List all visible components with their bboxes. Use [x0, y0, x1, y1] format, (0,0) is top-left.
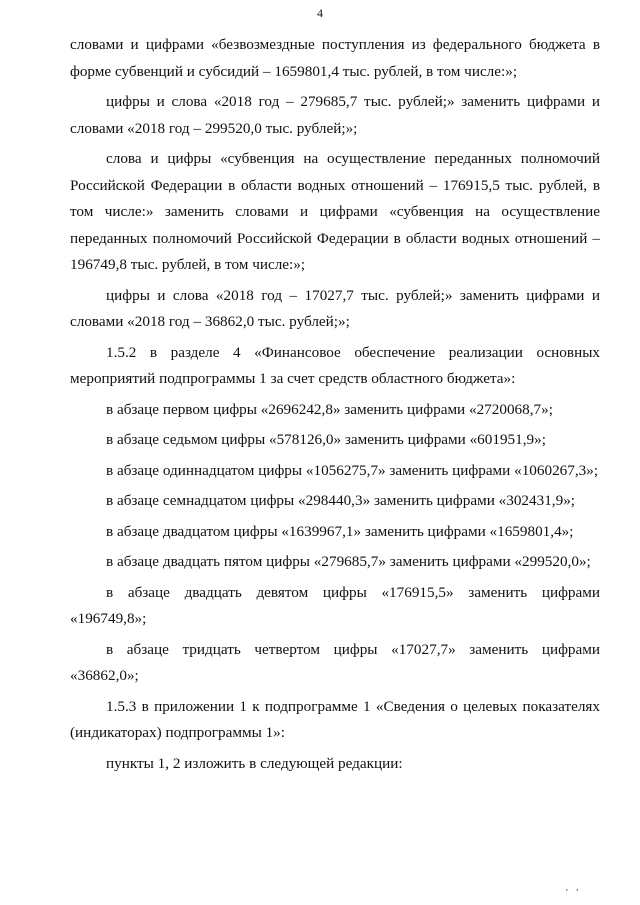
paragraph-7: в абзаце седьмом цифры «578126,0» заменить цифрами «601951,9»;: [106, 431, 546, 448]
paragraph-13: в абзаце тридцать четвертом цифры «17027,7» заменить цифрами «36862,0»;: [70, 640, 600, 684]
paragraph-6: в абзаце первом цифры «2696242,8» заменить цифрами «2720068,7»;: [106, 400, 553, 418]
paragraph-5: 1.5.2 в разделе 4 «Финансовое обеспечение реализации основных мероприятий подпрограммы 1 за счет средств областного бюджета»:: [70, 343, 600, 387]
paragraph-10: в абзаце двадцатом цифры «1639967,1» заменить цифрами «1659801,4»;: [106, 522, 574, 540]
paragraph-14: 1.5.3 в приложении 1 к подпрограмме 1 «Сведения о целевых показателях (индикаторах) подпрограммы 1»:: [70, 697, 600, 741]
paragraph-12: в абзаце двадцать девятом цифры «176915,5» заменить цифрами «196749,8»;: [70, 583, 600, 627]
document-body: [70, 32, 600, 777]
page-number: 4: [317, 6, 323, 20]
paragraph-9: в абзаце семнадцатом цифры «298440,3» заменить цифрами «302431,9»;: [106, 492, 576, 509]
paragraph-11: в абзаце двадцать пятом цифры «279685,7» заменить цифрами «299520,0»;: [106, 553, 591, 570]
paragraph-1: словами и цифрами «безвозмездные поступления из федерального бюджета в форме субвенций и субсидий – 1659801,4 тыс. рублей, в том числе:»;: [70, 36, 600, 80]
paragraph-8: в абзаце одиннадцатом цифры «1056275,7» заменить цифрами «1060267,3»;: [106, 461, 599, 479]
paragraph-15: пункты 1, 2 изложить в следующей редакции:: [106, 754, 403, 772]
scan-marks: ' ': [566, 888, 582, 899]
paragraph-4: цифры и слова «2018 год – 17027,7 тыс. рублей;» заменить цифрами и словами «2018 год – 36862,0 тыс. рублей;»;: [70, 286, 600, 330]
paragraph-3: слова и цифры «субвенция на осуществление переданных полномочий Российской Федерации в области водных отношений – 176915,5 тыс. рублей, в том числе:» заменить словами и цифрами «субвенция на осуществление переданных полномочий Российской Федерации в области водных отношений – 196749,8 тыс. рублей, в том числе:»;: [70, 150, 600, 273]
paragraph-2: цифры и слова «2018 год – 279685,7 тыс. рублей;» заменить цифрами и словами «2018 год – 299520,0 тыс. рублей;»;: [70, 93, 600, 137]
